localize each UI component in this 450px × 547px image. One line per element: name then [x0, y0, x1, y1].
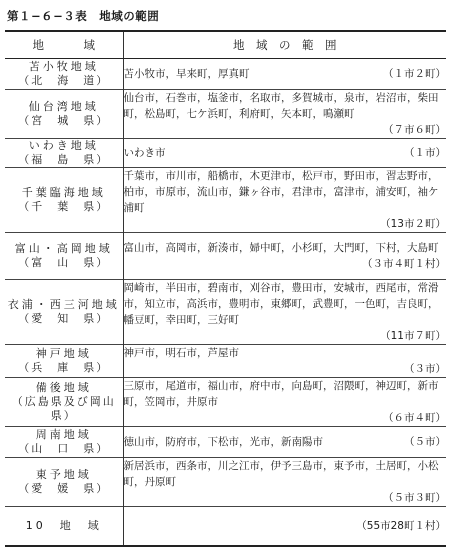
region-prefecture: （兵 庫 県） [18, 361, 110, 374]
municipality-count: （11市７町） [380, 330, 446, 342]
region-prefecture: （愛 知 県） [18, 312, 110, 325]
municipality-count: （５市） [404, 436, 446, 448]
municipalities-cell [123, 458, 446, 507]
table-row [5, 280, 446, 345]
municipalities-cell [123, 90, 446, 139]
municipality-count: （55市28町１村） [356, 520, 446, 532]
table-row [5, 233, 446, 280]
region-cell [5, 233, 123, 280]
municipality-list: 富山市，高岡市，新湊市，婦中町，小杉町，大門町，下村，大島町 [123, 242, 439, 254]
municipality-count: （３市） [404, 363, 446, 375]
region-cell [5, 168, 123, 233]
municipalities-cell [123, 345, 446, 378]
region-name: 10 地 域 [25, 519, 102, 532]
header-region: 地 域 [5, 31, 123, 59]
region-name: 周南地域 [35, 428, 92, 441]
region-cell [5, 427, 123, 458]
table-row [5, 90, 446, 139]
region-prefecture: （愛 媛 県） [18, 482, 110, 495]
municipalities-cell [123, 378, 446, 427]
municipality-list: 神戸市，明石市，芦屋市 [123, 347, 239, 359]
table-row [5, 139, 446, 168]
municipality-count: （１市） [404, 147, 446, 159]
municipality-list: 岡崎市，半田市，碧南市，刈谷市，豊田市，安城市，西尾市，常滑市，知立市，高浜市，豊明市，東郷町，武豊町，一色町，吉良町，幡豆町，幸田町，三好町 [123, 282, 439, 326]
municipality-list: 苫小牧市，早来町，厚真町 [123, 68, 250, 80]
region-name: 富山・高岡地域 [14, 242, 113, 255]
municipalities-cell [123, 168, 446, 233]
municipality-count: （６市４町） [383, 412, 446, 424]
region-cell [5, 90, 123, 139]
municipalities-cell [123, 139, 446, 168]
municipalities-cell [123, 427, 446, 458]
municipality-list: 徳山市，防府市，下松市，光市，新南陽市 [123, 436, 323, 448]
region-name: 神戸地域 [35, 347, 92, 360]
region-name: 仙台湾地域 [28, 100, 99, 113]
municipality-list: 仙台市，石巻市，塩釜市，名取市，多賀城市，泉市，岩沼市，柴田町，松島町，七ケ浜町，利府町，矢本町，鳴瀬町 [123, 92, 439, 120]
municipality-list: いわき市 [123, 147, 166, 159]
region-cell [5, 378, 123, 427]
municipality-count: （５市３町） [383, 492, 446, 504]
header-row [5, 31, 446, 59]
municipalities-cell [123, 280, 446, 345]
table-row [5, 378, 446, 427]
municipality-count: （13市２町） [380, 218, 446, 230]
region-prefecture: （福 島 県） [18, 153, 110, 166]
region-name: いわき地域 [28, 139, 99, 152]
region-prefecture: （山 口 県） [18, 442, 110, 455]
table-caption [7, 8, 159, 24]
municipality-list: 三原市，尾道市，福山市，府中市，向島町，沼隈町，神辺町，新市町，笠岡市，井原市 [123, 380, 439, 408]
municipality-count: （１市２町） [383, 68, 446, 80]
table-row [5, 59, 446, 90]
region-prefecture: （富 山 県） [18, 256, 110, 269]
municipalities-cell [123, 507, 446, 547]
municipality-list: 新居浜市，西条市，川之江市，伊予三島市，東予市，土居町，小松町，丹原町 [123, 460, 439, 488]
table-number: 第１−６−３表 [7, 9, 88, 23]
region-prefecture: （宮 城 県） [18, 114, 110, 127]
region-cell [5, 139, 123, 168]
region-prefecture: （千 葉 県） [18, 200, 110, 213]
table-row [5, 427, 446, 458]
region-range-table [5, 30, 446, 547]
region-prefecture: （広島県及び岡山県） [11, 395, 116, 422]
region-cell [5, 507, 123, 547]
municipalities-cell [123, 59, 446, 90]
region-name: 衣浦・西三河地域 [7, 298, 120, 311]
municipalities-cell [123, 233, 446, 280]
region-cell [5, 458, 123, 507]
region-name: 備後地域 [35, 381, 92, 394]
region-cell [5, 59, 123, 90]
municipality-count: （７市６町） [383, 124, 446, 136]
table-row [5, 458, 446, 507]
header-extent: 地 域 の 範 囲 [123, 31, 446, 59]
table-row [5, 345, 446, 378]
municipality-count: （３市４町１村） [362, 258, 446, 270]
region-cell [5, 345, 123, 378]
region-name: 苫小牧地域 [28, 60, 99, 73]
region-name: 東予地域 [35, 468, 92, 481]
table-row [5, 507, 446, 547]
municipality-list: 千葉市，市川市，船橋市，木更津市，松戸市，野田市，習志野市，柏市，市原市，流山市，鎌ヶ谷市，君津市，富津市，浦安町，袖ケ浦町 [123, 170, 439, 214]
table-row [5, 168, 446, 233]
table-title: 地域の範囲 [99, 9, 160, 23]
region-prefecture: （北 海 道） [18, 74, 110, 87]
region-name: 千葉臨海地域 [21, 186, 106, 199]
region-cell [5, 280, 123, 345]
